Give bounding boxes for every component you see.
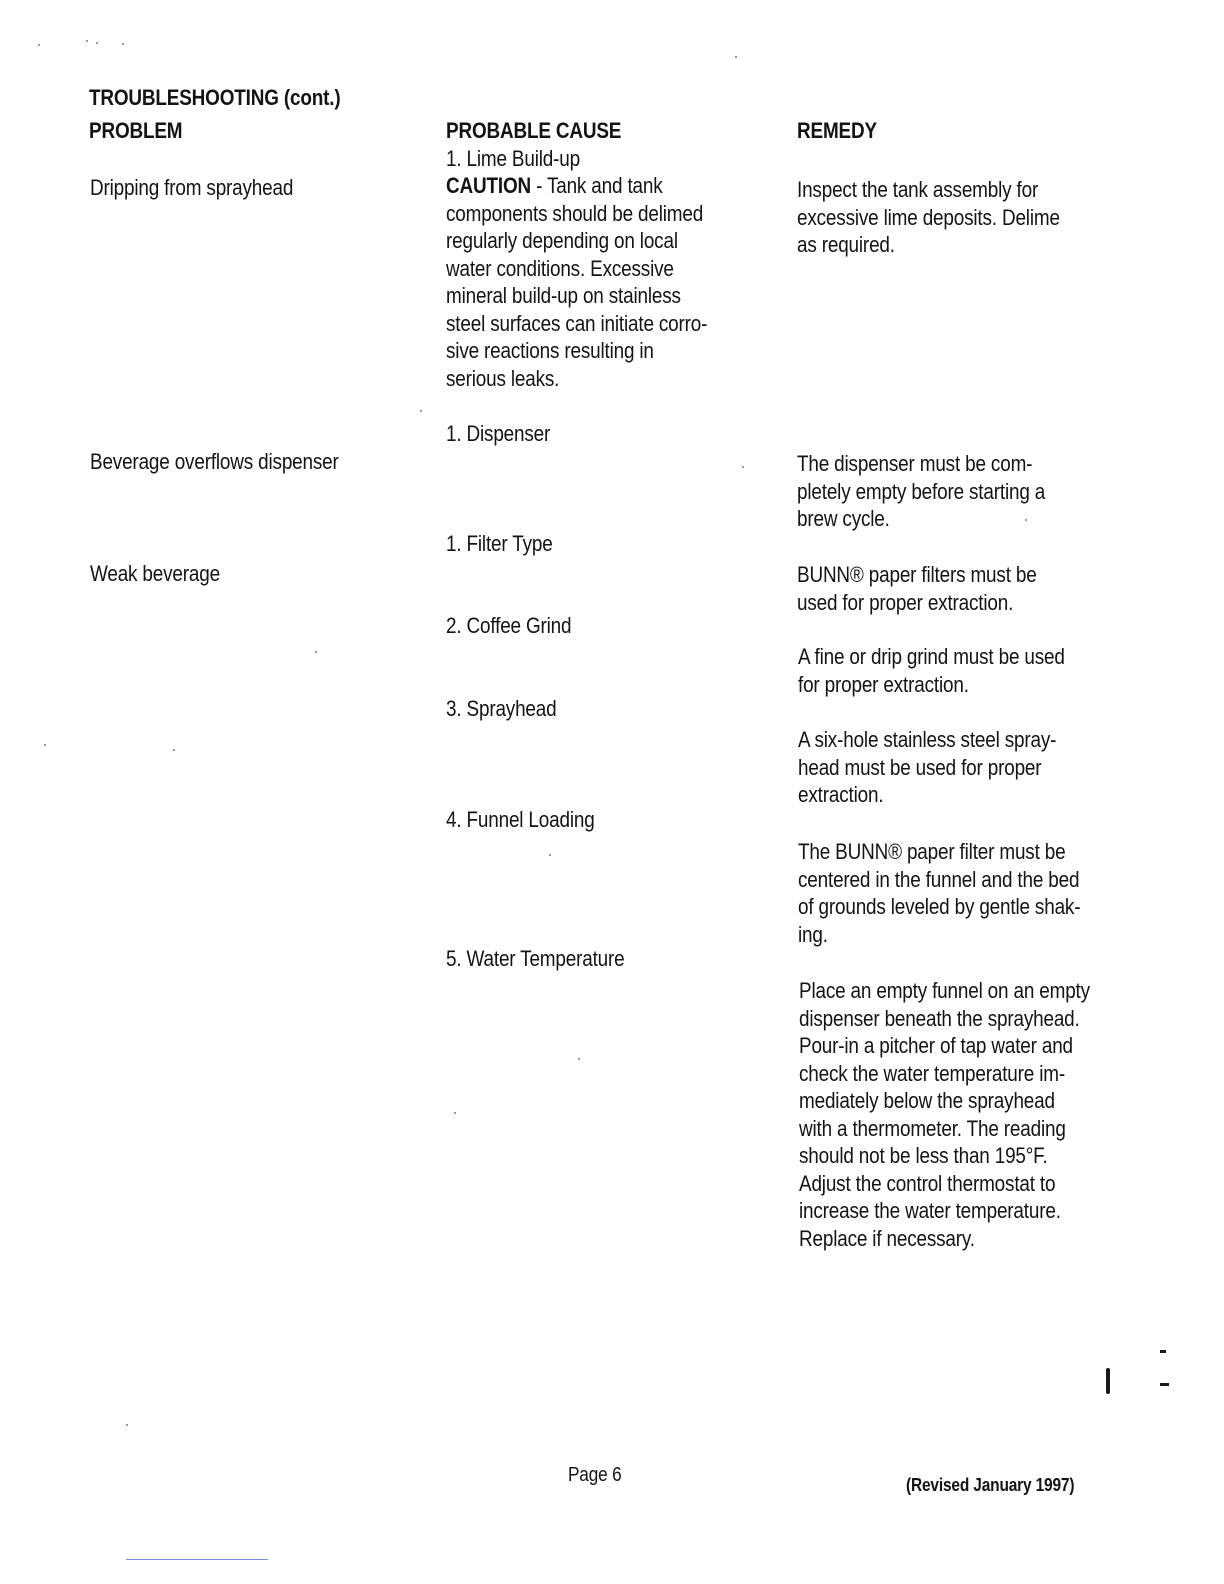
caution-line: steel surfaces can initiate corro- [446,310,708,336]
remedy-line: Pour-in a pitcher of tap water and [799,1033,1073,1058]
column-header-problem: PROBLEM [89,118,183,143]
scan-underline-mark [126,1559,268,1560]
scan-speck [735,56,737,58]
remedy-line: mediately below the sprayhead [799,1088,1055,1113]
remedy-line: with a thermometer. The reading [799,1115,1066,1141]
cause-dispenser: 1. Dispenser [446,421,551,446]
remedy-line: head must be used for proper [798,754,1042,780]
remedy-line: BUNN® paper filters must be [797,562,1037,587]
remedy-line: check the water temperature im- [799,1060,1065,1086]
column-header-probable-cause: PROBABLE CAUSE [446,118,622,143]
remedy-line: of grounds leveled by gentle shak- [798,894,1081,919]
remedy-filter-type [797,561,1037,616]
scan-speck [126,1424,128,1426]
remedy-coffee-grind [798,643,1065,698]
remedy-line: A six-hole stainless steel spray- [798,727,1057,752]
scan-speck [86,40,88,42]
remedy-water-temperature [799,977,1090,1252]
problem-overflow: Beverage overflows dispenser [90,449,339,474]
caution-line: components should be delimed [446,200,704,226]
caution-line: - Tank and tank [530,173,663,198]
remedy-line: increase the water temperature. [799,1198,1061,1223]
remedy-line: A fine or drip grind must be used [798,644,1065,669]
caution-line: water conditions. Excessive [446,255,674,281]
scan-speck [38,44,40,46]
binding-mark [1160,1383,1169,1386]
scan-speck [578,1058,580,1060]
scan-speck [122,43,124,45]
scan-speck [420,410,422,412]
remedy-line: extraction. [798,782,884,807]
remedy-line: pletely empty before starting a [797,478,1046,504]
caution-label: CAUTION [446,173,531,198]
remedy-line: brew cycle. [797,506,890,531]
remedy-line: excessive lime deposits. Delime [797,204,1060,230]
column-header-remedy: REMEDY [797,118,877,143]
revision-date: (Revised January 1997) [906,1475,1075,1495]
scan-speck [315,651,317,653]
caution-line: serious leaks. [446,365,560,391]
page-number: Page 6 [568,1464,622,1486]
scan-speck [549,854,551,856]
cause-sprayhead: 3. Sprayhead [446,696,557,721]
cause-filter-type: 1. Filter Type [446,531,553,556]
remedy-overflow [797,450,1045,533]
scan-speck [454,1112,456,1114]
cause-water-temperature: 5. Water Temperature [446,946,625,971]
remedy-line: dispenser beneath the sprayhead. [799,1005,1080,1031]
cause-coffee-grind: 2. Coffee Grind [446,613,572,638]
scan-speck [173,749,175,751]
caution-line: mineral build-up on stainless [446,283,681,308]
scan-speck [1025,519,1027,521]
remedy-sprayhead [798,726,1056,809]
section-title: TROUBLESHOOTING (cont.) [89,85,341,110]
scan-speck [96,42,98,44]
binding-mark [1160,1350,1166,1353]
remedy-line: Replace if necessary. [799,1225,975,1251]
remedy-line: used for proper extraction. [797,589,1014,615]
remedy-line: Place an empty funnel on an empty [799,978,1090,1003]
remedy-line: Adjust the control thermostat to [799,1170,1056,1196]
remedy-line: ing. [798,921,828,947]
binding-mark [1106,1368,1110,1394]
remedy-funnel-loading [798,838,1080,948]
caution-line: regularly depending on local [446,228,678,253]
scan-speck [742,466,744,468]
remedy-line: The BUNN® paper filter must be [798,839,1066,864]
remedy-line: as required. [797,232,895,257]
scan-speck [44,744,46,746]
problem-weak-beverage: Weak beverage [90,561,220,586]
remedy-line: for proper extraction. [798,671,969,697]
remedy-line: Inspect the tank assembly for [797,177,1039,202]
remedy-line: centered in the funnel and the bed [798,866,1080,892]
caution-note [446,172,707,392]
remedy-line: The dispenser must be com- [797,451,1033,476]
caution-line: sive reactions resulting in [446,338,654,363]
cause-funnel-loading: 4. Funnel Loading [446,807,595,832]
problem-dripping: Dripping from sprayhead [90,175,294,200]
remedy-line: should not be less than 195°F. [799,1143,1048,1168]
cause-lime-buildup: 1. Lime Build-up [446,146,580,171]
remedy-dripping [797,176,1060,259]
